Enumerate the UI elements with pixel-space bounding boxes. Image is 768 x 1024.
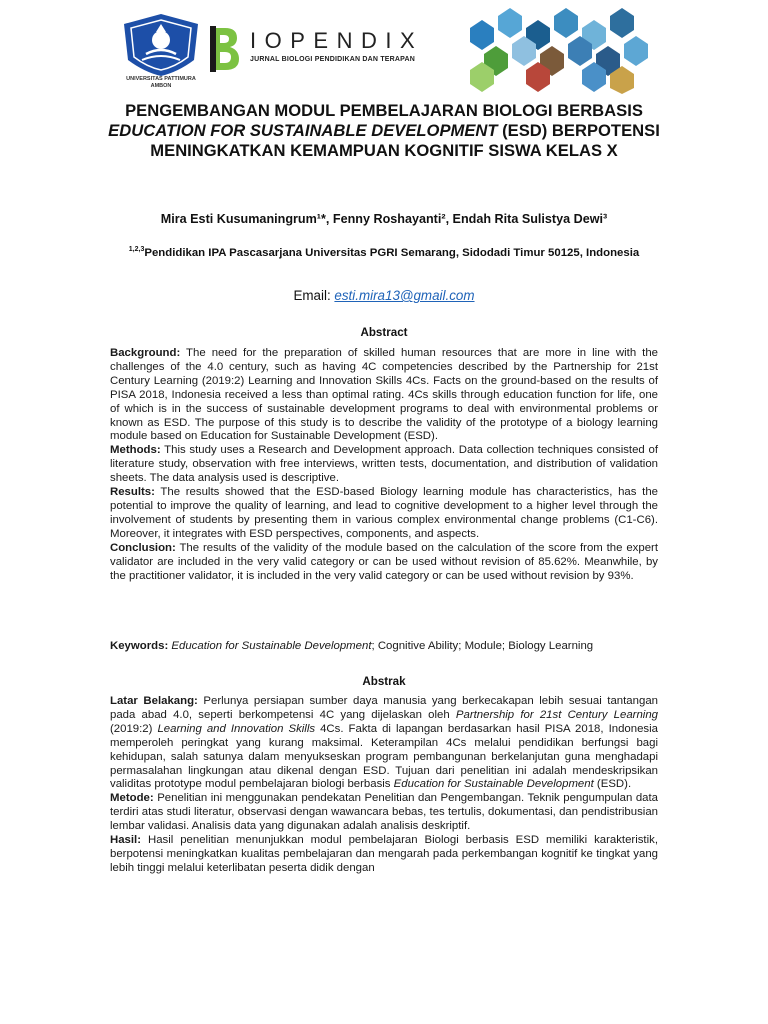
abstract-conclusion: Conclusion: The results of the validity of the module based on the calculation of the score from the expert validator are included in the very valid category or can be used without revision of 85.62%. Meanwhile, by the practitioner validator, it is included in the very valid category or can be used without revision by 93%. [110, 541, 658, 582]
keywords: Keywords: Education for Sustainable Development; Cognitive Ability; Module; Biology Learning [110, 640, 594, 652]
abstract-background: Background: The need for the preparation of skilled human resources that are more in line with the challenges of the 4.0 century, such as having 4C competencies described by the Partnership for 21st Century Learning (2019:2) Learning and Innovation Skills 4Cs. Facts on the ground-based on the results of PISA 2018, Indonesia received a less than optimal rating. 4Cs skills through education function for life, one of which is in the success of sustainable development programs to deal with environmental problems or known as ESD. The purpose of this study is to describe the validity of the prototype of a biology learning module based on Education for Sustainable Development (ESD). [110, 347, 658, 443]
paper-title: PENGEMBANGAN MODUL PEMBELAJARAN BIOLOGI BERBASIS EDUCATION FOR SUSTAINABLE DEVELOPMENT (ESD) BERPOTENSI MENINGKATKAN KEMAMPUAN KOGNITIF SISWA KELAS X [108, 101, 660, 160]
affiliation: $^{1,2,3}$Pendidikan IPA Pascasarjana Universitas PGRI Semarang, Sidodadi Timur 50125, Indonesia [128, 246, 640, 259]
abstrak-latar-belakang: Latar Belakang: Perlunya persiapan sumber daya manusia yang berkecakapan lebih sesuai tantangan pada abad 4.0, seperti berkompetensi 4C yang dijelaskan oleh Partnership for 21st Century Learning (2019:2) Learning and Innovation Skills 4Cs. Fakta di lapangan berdasarkan hasil PISA 2018, Indonesia memperoleh peringkat yang kurang maksimal. Keterampilan 4Cs melalui pendidikan berfungsi bagi kehidupan, salah satunya dalam menyukseskan program pembangunan berkelanjutan guna menghadapi permasalahan lingkungan atau dikenal dengan ESD. Tujuan dari penelitian ini adalah mendeskripsikan validitas prototype modul pembelajaran biologi berbasis Education for Sustainable Development (ESD). [110, 695, 659, 791]
biology-image-collage [460, 8, 650, 94]
brand-b-logo-icon [210, 26, 240, 72]
abstract-results: Results: The results showed that the ESD-based Biology learning module has characteristics, has the potential to improve the quality of learning, and lead to cognitive development to a higher level through the involvement of students by presenting them in various complex environmental change problems (C1-C6). Moreover, it integrates with ESD perspectives, components, and aspects. [110, 486, 658, 540]
email-line: Email: esti.mira13@gmail.com [293, 288, 475, 303]
abstract-indonesian [110, 695, 658, 876]
university-name: UNIVERSITAS PATTIMURA AMBON [126, 76, 196, 89]
author-list: Mira Esti Kusumaningrum¹*, Fenny Roshayanti², Endah Rita Sulistya Dewi³ [160, 212, 608, 226]
abstrak-heading: Abstrak [362, 675, 406, 688]
abstract-english [110, 347, 658, 583]
journal-header [118, 8, 648, 94]
journal-name: IOPENDIX [250, 28, 424, 53]
email-link[interactable]: esti.mira13@gmail.com [334, 288, 475, 303]
journal-tagline: JURNAL BIOLOGI PENDIDIKAN DAN TERAPAN [250, 56, 416, 63]
abstract-heading: Abstract [360, 326, 408, 339]
abstrak-hasil: Hasil: Hasil penelitian menunjukkan modul pembelajaran Biologi berbasis ESD memiliki karakteristik, berpotensi meningkatkan kualitas pembelajaran dan mengarah pada perkembangan kognitif ke tingkat yang lebih tinggi melalui keterlibatan peserta didik dengan [110, 834, 658, 874]
abstract-methods: Methods: This study uses a Research and Development approach. Data collection techniques consisted of literature study, observation with free interviews, written tests, documentation, and distribution of validation sheets. The data analysis used is descriptive. [110, 444, 658, 485]
abstrak-metode: Metode: Penelitian ini menggunakan pendekatan Penelitian dan Pengembangan. Teknik pengumpulan data terdiri atas studi literatur, observasi dengan wawancara bebas, tes tertulis, dokumentasi, dan pendistribusian lembar validasi. Analisis data yang digunakan adalah analisis deskriptif. [110, 792, 658, 833]
